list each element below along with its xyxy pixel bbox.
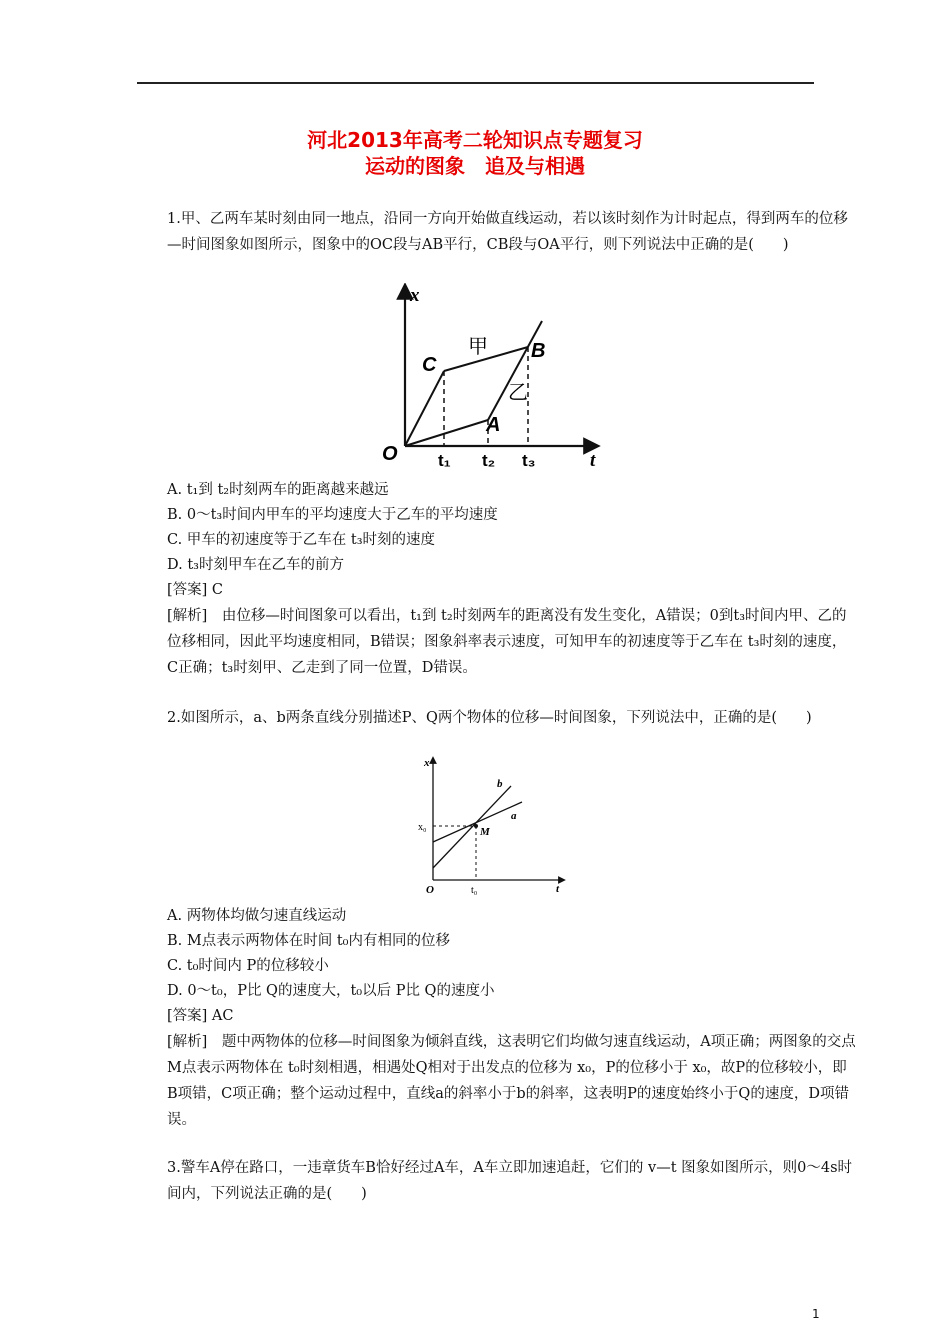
q2-line-a-label: a xyxy=(511,810,517,822)
q2-x0-label: x₀ xyxy=(418,822,427,833)
header-rule xyxy=(137,82,814,84)
q1-origin-label: O xyxy=(382,443,398,465)
q1-option-c: C. 甲车的初速度等于乙车在 t₃时刻的速度 xyxy=(167,532,436,548)
q1-t2-label: t₂ xyxy=(482,451,496,470)
q2-line-b xyxy=(433,786,511,868)
page-number: 1 xyxy=(812,1307,820,1321)
q2-origin-label: O xyxy=(426,884,434,896)
page-subtitle: 运动的图象 追及与相遇 xyxy=(365,154,585,178)
q3-stem: 3.警车A停在路口，一违章货车B恰好经过A车，A车立即加速追赶，它们的 v—t 图象如图所示，则0～4s时间内，下列说法正确的是( ) xyxy=(167,1160,853,1202)
q1-answer: [答案] C xyxy=(167,582,224,598)
q2-option-d: D. 0～t₀，P比 Q的速度大，t₀以后 P比 Q的速度小 xyxy=(167,983,495,999)
q1-ab-line xyxy=(488,321,542,420)
q2-point-m-dot xyxy=(474,824,478,828)
q2-option-a: A. 两物体均做匀速直线运动 xyxy=(167,908,347,924)
q2-option-b: B. M点表示两物体在时间 t₀内有相同的位移 xyxy=(167,933,450,949)
q2-option-c: C. t₀时间内 P的位移较小 xyxy=(167,958,329,974)
q2-t0-label: t₀ xyxy=(471,885,478,896)
q2-point-m: M xyxy=(480,826,490,838)
q2-line-b-label: b xyxy=(497,778,503,790)
q1-figure xyxy=(380,283,610,473)
q1-label-jia: 甲 xyxy=(468,334,488,358)
q1-stem: 1.甲、乙两车某时刻由同一地点，沿同一方向开始做直线运动，若以该时刻作为计时起点，得到两车的位移—时间图象如图所示，图象中的OC段与AB平行，CB段与OA平行，则下列说法中正确的是( ) xyxy=(167,211,848,253)
q2-answer: [答案] AC xyxy=(167,1008,234,1024)
q1-point-b: B xyxy=(531,340,546,362)
page-title: 河北2013年高考二轮知识点专题复习 xyxy=(307,128,643,152)
q1-analysis: [解析] 由位移—时间图象可以看出，t₁到 t₂时刻两车的距离没有发生变化，A错误；0到t₃时间内甲、乙的位移相同，因此平均速度相同，B错误；图象斜率表示速度，可知甲车的初速度等于乙车在 t₃时刻的速度，C正确；t₃时刻甲、乙走到了同一位置，D错误。 xyxy=(167,608,847,676)
q2-analysis: [解析] 题中两物体的位移—时间图象为倾斜直线，这表明它们均做匀速直线运动，A项正确；两图象的交点M点表示两物体在 t₀时刻相遇，相遇处Q相对于出发点的位移为 x₀，P的位移小于 x₀，故P的位移较小，即B项错，C项正确；整个运动过程中，直线a的斜率小于b的斜率，这表明P的速度始终小于Q的速度，D项错误。 xyxy=(167,1034,856,1128)
q1-t-label: t xyxy=(590,450,596,471)
q1-t1-label: t₁ xyxy=(438,451,451,470)
q1-point-c: C xyxy=(422,354,437,376)
q1-option-a: A. t₁到 t₂时刻两车的距离越来越远 xyxy=(167,482,389,498)
q1-label-yi: 乙 xyxy=(508,380,528,404)
q2-x-label: x xyxy=(424,757,430,769)
q2-t-label: t xyxy=(556,883,560,895)
q2-stem: 2.如图所示，a、b两条直线分别描述P、Q两个物体的位移—时间图象，下列说法中，正确的是( ) xyxy=(167,710,812,726)
q1-option-d: D. t₃时刻甲车在乙车的前方 xyxy=(167,557,344,573)
q1-t3-label: t₃ xyxy=(522,451,536,470)
q1-x-label: x xyxy=(410,285,420,306)
q1-option-b: B. 0～t₃时间内甲车的平均速度大于乙车的平均速度 xyxy=(167,507,498,523)
q2-figure xyxy=(418,756,568,896)
q1-point-a: A xyxy=(486,414,501,436)
